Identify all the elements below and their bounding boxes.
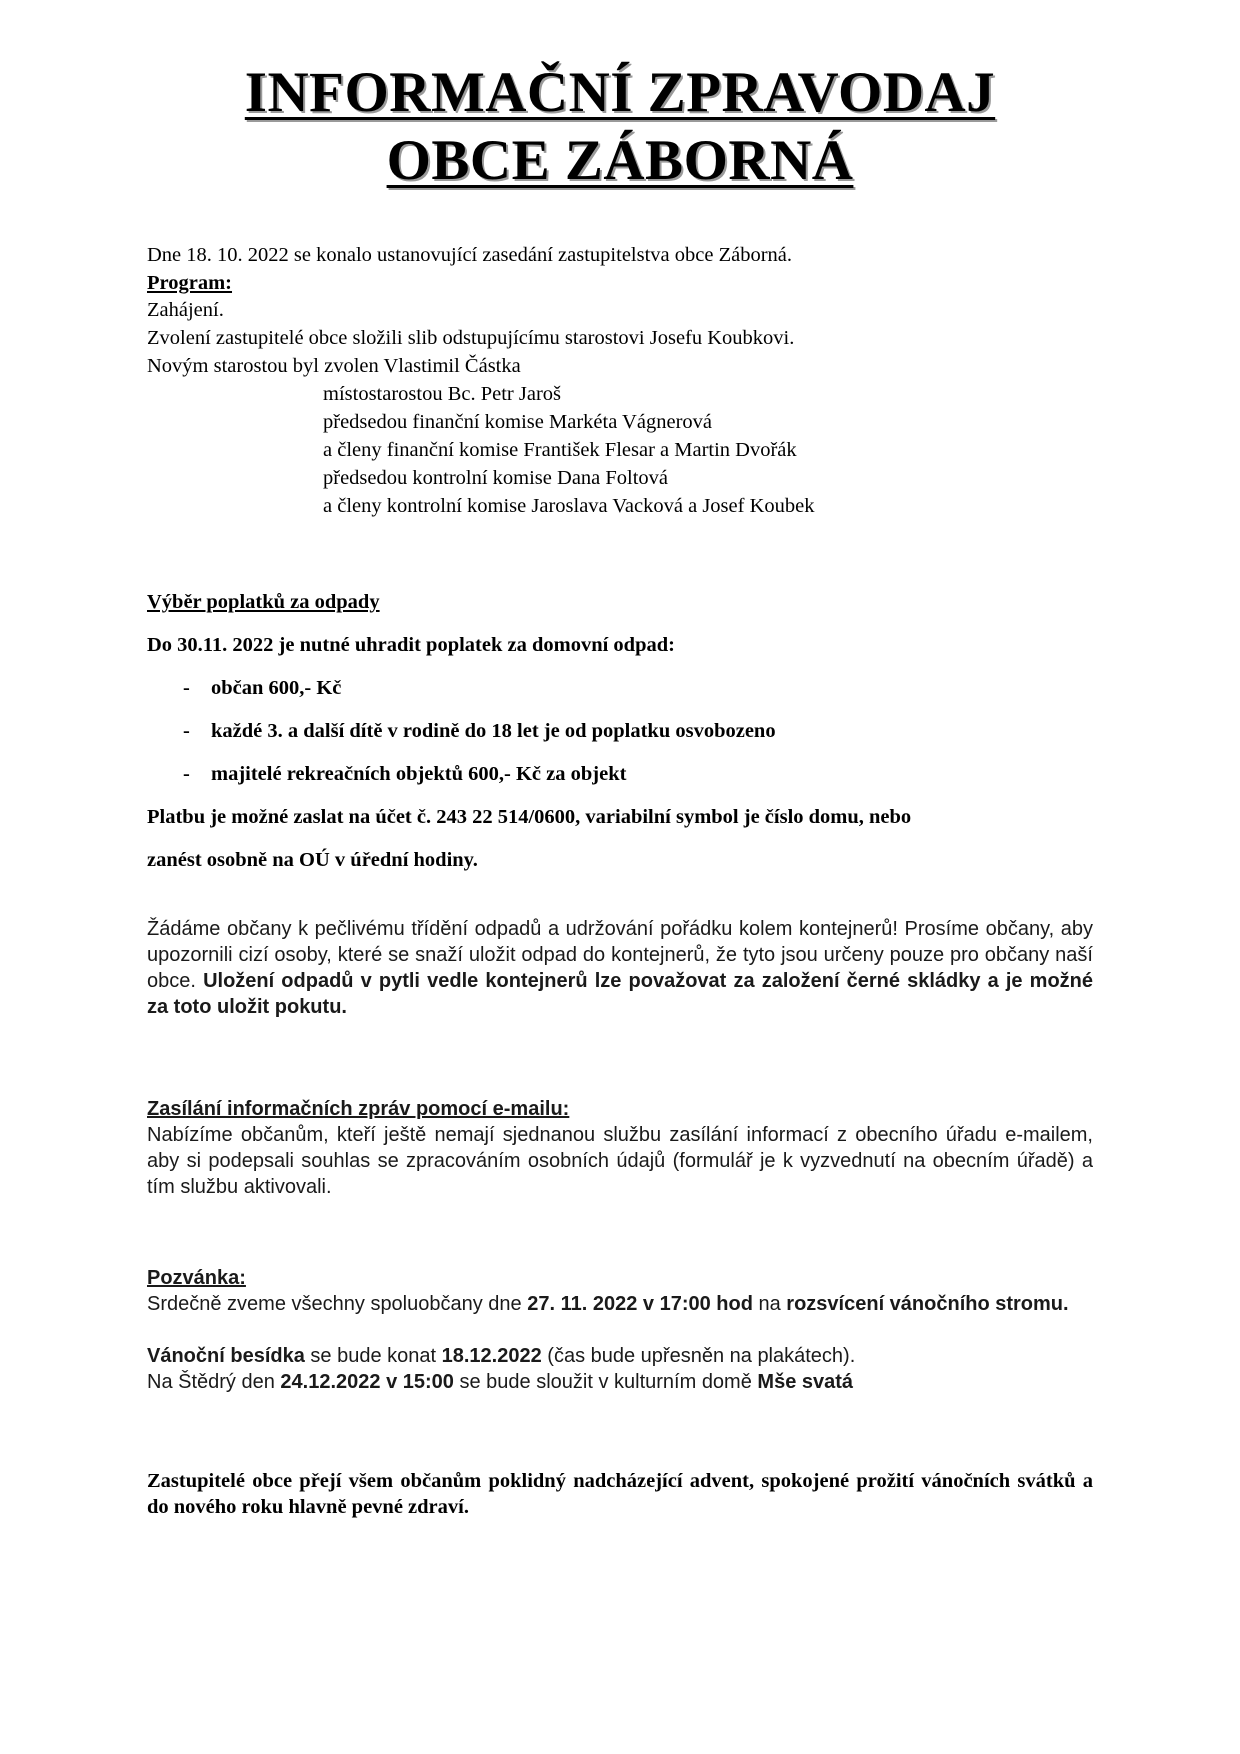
fee-bullet-text: občan 600,- Kč <box>211 677 342 699</box>
invitation-text: Na Štědrý den <box>147 1371 281 1393</box>
invitation-date: 27. 11. 2022 v 17:00 hod <box>527 1293 753 1315</box>
invitation-heading: Pozvánka: <box>147 1267 246 1289</box>
invitation-paragraph-3 <box>147 1369 853 1395</box>
waste-paragraph <box>147 916 1093 1020</box>
fee-bullet: - majitelé rekreačních objektů 600,- Kč za objekt <box>183 763 627 785</box>
program-item: Novým starostou byl zvolen Vlastimil Částka <box>147 355 521 377</box>
waste-text: Žádáme občany k pečlivému třídění odpadů a udržování pořádku kolem kontejnerů! Prosíme občany, aby upozornili cizí osoby, které se snaží uložit odpad do kontejnerů, že tyto jsou určeny pouze pro občany naší obce. <box>147 918 1093 992</box>
official-line: předsedou finanční komise Markéta Vágnerová <box>323 411 712 433</box>
fee-bullet-text: každé 3. a další dítě v rodině do 18 let je od poplatku osvobozeno <box>211 720 776 742</box>
invitation-date: 24.12.2022 v 15:00 <box>280 1371 454 1393</box>
invitation-event: Vánoční besídka <box>147 1345 305 1367</box>
invitation-text: (čas bude upřesněn na plakátech). <box>541 1345 856 1367</box>
program-heading: Program: <box>147 272 233 294</box>
official-line: a členy finanční komise František Flesar a Martin Dvořák <box>323 439 797 461</box>
invitation-text: Srdečně zveme všechny spoluobčany dne <box>147 1293 528 1315</box>
meeting-intro: Dne 18. 10. 2022 se konalo ustanovující zasedání zastupitelstva obce Záborná. <box>147 244 792 266</box>
invitation-paragraph-1 <box>147 1291 1093 1317</box>
program-item: Zahájení. <box>147 299 224 321</box>
fee-bullet-text: majitelé rekreačních objektů 600,- Kč za objekt <box>211 763 627 785</box>
fee-bullet: - občan 600,- Kč <box>183 677 342 699</box>
invitation-text: na <box>752 1293 787 1315</box>
invitation-text: se bude konat <box>304 1345 442 1367</box>
invitation-date: 18.12.2022 <box>441 1345 542 1367</box>
official-line: místostarostou Bc. Petr Jaroš <box>323 383 562 405</box>
payment-info-2: zanést osobně na OÚ v úřední hodiny. <box>147 849 478 871</box>
payment-info-1: Platbu je možné zaslat na účet č. 243 22 514/0600, variabilní symbol je číslo domu, nebo <box>147 806 912 828</box>
invitation-text: se bude sloužit v kulturním domě <box>453 1371 758 1393</box>
title-line-2: OBCE ZÁBORNÁ <box>386 129 854 192</box>
invitation-event: rozsvícení vánočního stromu. <box>786 1293 1069 1315</box>
email-heading: Zasílání informačních zpráv pomocí e-mailu: <box>147 1098 570 1120</box>
official-line: předsedou kontrolní komise Dana Foltová <box>323 467 669 489</box>
email-paragraph: Nabízíme občanům, kteří ještě nemají sjednanou službu zasílání informací z obecního úřadu e-mailem, aby si podepsali souhlas se zpracováním osobních údajů (formulář je k vyzvednutí na obecním úřadě) a tím službu aktivovali. <box>147 1124 1093 1198</box>
official-line: a členy kontrolní komise Jaroslava Vacková a Josef Koubek <box>323 495 815 517</box>
closing-greeting: Zastupitelé obce přejí všem občanům poklidný nadcházející advent, spokojené prožití vánočních svátků a do nového roku hlavně pevné zdraví. <box>147 1470 1093 1518</box>
fee-bullet: - každé 3. a další dítě v rodině do 18 let je od poplatku osvobozeno <box>183 720 776 742</box>
fees-deadline: Do 30.11. 2022 je nutné uhradit poplatek za domovní odpad: <box>147 634 675 656</box>
invitation-event: Mše svatá <box>757 1371 854 1393</box>
title-line-1: INFORMAČNÍ ZPRAVODAJ <box>244 61 996 124</box>
waste-warning: Uložení odpadů v pytli vedle kontejnerů lze považovat za založení černé skládky a je možné za toto uložit pokutu. <box>147 970 1094 1018</box>
program-item: Zvolení zastupitelé obce složili slib odstupujícímu starostovi Josefu Koubkovi. <box>147 327 795 349</box>
fees-heading: Výběr poplatků za odpady <box>147 591 380 613</box>
invitation-paragraph-2 <box>147 1343 855 1369</box>
